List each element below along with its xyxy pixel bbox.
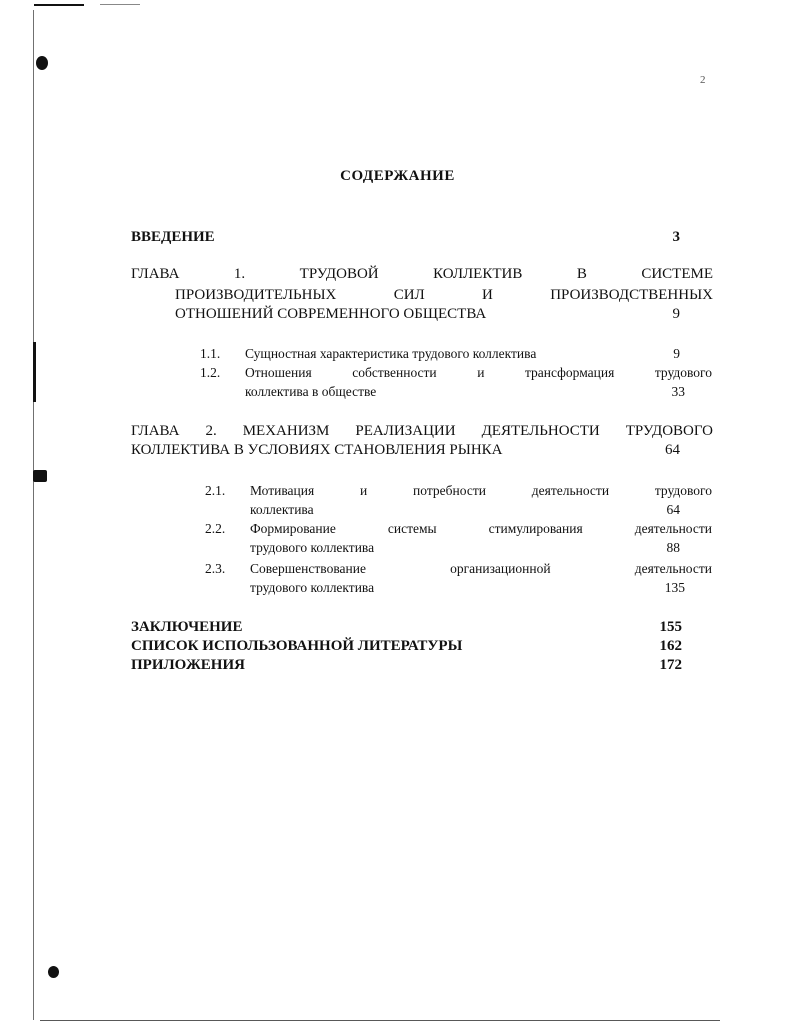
chapter1-line1: ГЛАВА 1. ТРУДОВОЙ КОЛЛЕКТИВ В СИСТЕМЕ — [131, 266, 713, 282]
chapter1-page: 9 — [672, 306, 680, 322]
toc-appendices-label: ПРИЛОЖЕНИЯ — [131, 657, 245, 673]
section-2-2-page: 88 — [666, 540, 680, 555]
toc-title: СОДЕРЖАНИЕ — [340, 168, 455, 184]
section-2-3-title-cont: трудового коллектива — [250, 580, 375, 595]
section-1-2-title-cont: коллектива в обществе — [245, 384, 377, 399]
scan-top-rule — [34, 4, 84, 6]
toc-conclusion-label: ЗАКЛЮЧЕНИЕ — [131, 619, 243, 635]
section-2-3-title: Совершенствование организационной деятельности — [250, 561, 712, 576]
toc-bibliography-page: 162 — [659, 638, 682, 654]
section-1-1-title: Сущностная характеристика трудового коллектива — [245, 346, 537, 361]
section-1-2-title: Отношения собственности и трансформация трудового — [245, 365, 712, 380]
chapter2-line1 — [131, 422, 713, 440]
chapter2-line2: КОЛЛЕКТИВА В УСЛОВИЯХ СТАНОВЛЕНИЯ РЫНКА — [131, 442, 503, 458]
section-2-2-number: 2.2. — [205, 521, 226, 536]
section-1-2-number: 1.2. — [200, 365, 221, 380]
chapter2-line1-text: ГЛАВА 2. МЕХАНИЗМ РЕАЛИЗАЦИИ ДЕЯТЕЛЬНОСТИ ТРУДОВОГО — [131, 423, 713, 439]
page-number: 2 — [700, 74, 706, 86]
section-2-1-page: 64 — [666, 502, 680, 517]
section-2-3-page: 135 — [664, 580, 685, 595]
section-2-2-title: Формирование системы стимулирования деятельности — [250, 521, 712, 536]
scan-mark-left-1 — [33, 342, 36, 402]
scan-mark-left-2 — [33, 470, 47, 482]
section-2-2-title-cont: трудового коллектива — [250, 540, 375, 555]
section-2-3-number: 2.3. — [205, 561, 226, 576]
toc-appendices-page: 172 — [659, 657, 682, 673]
punch-hole-top — [36, 56, 48, 70]
chapter1-line3: ОТНОШЕНИЙ СОВРЕМЕННОГО ОБЩЕСТВА — [175, 306, 487, 322]
toc-conclusion-page: 155 — [659, 619, 682, 635]
toc-intro-page: 3 — [672, 229, 680, 245]
section-2-1-number: 2.1. — [205, 483, 226, 498]
toc-bibliography-label: СПИСОК ИСПОЛЬЗОВАННОЙ ЛИТЕРАТУРЫ — [131, 638, 463, 654]
section-2-1-title-cont: коллектива — [250, 502, 314, 517]
section-2-1-title: Мотивация и потребности деятельности трудового — [250, 483, 712, 498]
scan-left-edge — [33, 10, 34, 1020]
chapter2-page: 64 — [665, 442, 680, 458]
section-1-1-page: 9 — [673, 346, 680, 361]
punch-hole-bottom — [48, 966, 59, 978]
chapter1-line2: ПРОИЗВОДИТЕЛЬНЫХ СИЛ И ПРОИЗВОДСТВЕННЫХ — [175, 287, 713, 303]
toc-intro-label: ВВЕДЕНИЕ — [131, 229, 215, 245]
scan-top-rule-2 — [100, 4, 140, 5]
scan-bottom-rule — [40, 1020, 720, 1021]
section-1-2-page: 33 — [671, 384, 685, 399]
section-1-1-number: 1.1. — [200, 346, 221, 361]
